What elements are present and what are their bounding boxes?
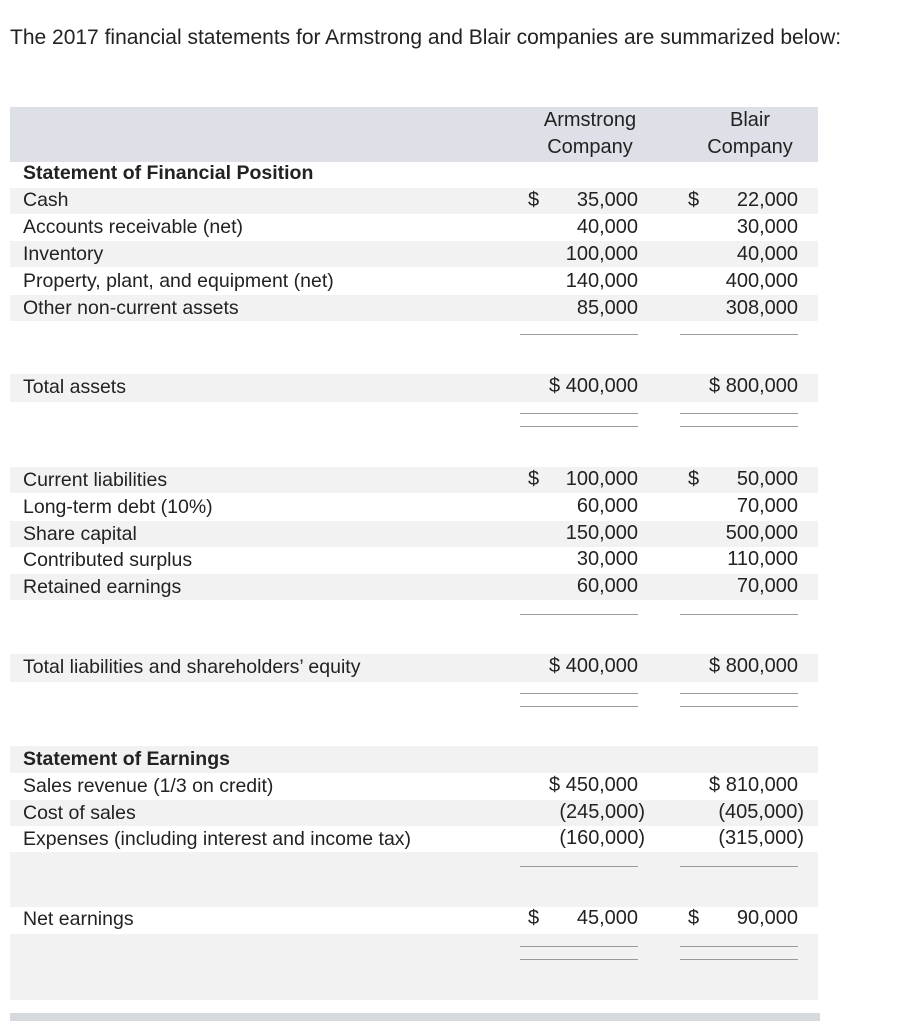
row-label-retained-earnings: Retained earnings bbox=[23, 576, 182, 598]
row-label-net-earnings: Net earnings bbox=[23, 908, 134, 930]
long-term-debt-armstrong: 60,000 bbox=[576, 495, 638, 517]
cash-blair: 22,000 bbox=[736, 189, 798, 211]
row-label-current-liabilities: Current liabilities bbox=[23, 469, 168, 491]
cash-armstrong: 35,000 bbox=[576, 189, 638, 211]
subtotal-rule bbox=[520, 334, 638, 335]
double-rule-top bbox=[520, 946, 638, 947]
row-band bbox=[10, 934, 818, 1000]
double-rule-top bbox=[680, 413, 798, 414]
section-title-earnings: Statement of Earnings bbox=[23, 748, 230, 770]
other-assets-blair: 308,000 bbox=[725, 297, 798, 319]
row-label-receivables: Accounts receivable (net) bbox=[23, 216, 244, 238]
double-rule-top bbox=[520, 693, 638, 694]
row-label-other-assets: Other non-current assets bbox=[23, 297, 239, 319]
sales-revenue-armstrong: $ 450,000 bbox=[549, 774, 638, 796]
row-label-long-term-debt: Long-term debt (10%) bbox=[23, 496, 213, 518]
double-rule-bottom bbox=[680, 706, 798, 707]
row-label-expenses: Expenses (including interest and income tax) bbox=[23, 828, 412, 850]
row-label-cash: Cash bbox=[23, 189, 69, 211]
total-assets-blair: $ 800,000 bbox=[709, 375, 798, 397]
total-liabilities-armstrong: $ 400,000 bbox=[549, 655, 638, 677]
row-label-ppe: Property, plant, and equipment (net) bbox=[23, 270, 334, 292]
double-rule-top bbox=[680, 693, 798, 694]
current-liabilities-blair: 50,000 bbox=[736, 468, 798, 490]
dollar-sign-armstrong: $ bbox=[528, 189, 540, 211]
subtotal-rule bbox=[520, 614, 638, 615]
receivables-armstrong: 40,000 bbox=[576, 216, 638, 238]
blair-header bbox=[680, 107, 820, 161]
double-rule-bottom bbox=[680, 426, 798, 427]
contributed-surplus-armstrong: 30,000 bbox=[576, 548, 638, 570]
total-assets-armstrong: $ 400,000 bbox=[549, 375, 638, 397]
blair-header-line1: Blair bbox=[729, 109, 770, 131]
double-rule-bottom bbox=[520, 706, 638, 707]
dollar-sign-blair: $ bbox=[688, 907, 700, 929]
row-label-total-assets: Total assets bbox=[23, 376, 126, 398]
inventory-armstrong: 100,000 bbox=[565, 243, 638, 265]
section-title-financial-position: Statement of Financial Position bbox=[23, 162, 314, 184]
subtotal-rule bbox=[680, 866, 798, 867]
cost-of-sales-armstrong: (245,000) bbox=[559, 801, 645, 823]
armstrong-header-line1: Armstrong bbox=[543, 109, 637, 131]
total-liabilities-blair: $ 800,000 bbox=[709, 655, 798, 677]
double-rule-top bbox=[520, 413, 638, 414]
row-band bbox=[10, 852, 818, 907]
inventory-blair: 40,000 bbox=[736, 243, 798, 265]
double-rule-bottom bbox=[680, 959, 798, 960]
row-band bbox=[10, 374, 818, 402]
row-band bbox=[10, 241, 818, 267]
other-assets-armstrong: 85,000 bbox=[576, 297, 638, 319]
current-liabilities-armstrong: 100,000 bbox=[565, 468, 638, 490]
cost-of-sales-blair: (405,000) bbox=[718, 801, 804, 823]
double-rule-bottom bbox=[520, 959, 638, 960]
dollar-sign-blair: $ bbox=[688, 189, 700, 211]
blair-header-line2: Company bbox=[707, 136, 793, 158]
dollar-sign-blair: $ bbox=[688, 468, 700, 490]
subtotal-rule bbox=[680, 614, 798, 615]
long-term-debt-blair: 70,000 bbox=[736, 495, 798, 517]
share-capital-armstrong: 150,000 bbox=[565, 522, 638, 544]
table-bottom-bar bbox=[10, 1013, 820, 1021]
armstrong-header bbox=[520, 107, 660, 161]
ppe-blair: 400,000 bbox=[725, 270, 798, 292]
ppe-armstrong: 140,000 bbox=[565, 270, 638, 292]
sales-revenue-blair: $ 810,000 bbox=[709, 774, 798, 796]
row-label-contributed-surplus: Contributed surplus bbox=[23, 549, 193, 571]
net-earnings-blair: 90,000 bbox=[736, 907, 798, 929]
subtotal-rule bbox=[680, 334, 798, 335]
net-earnings-armstrong: 45,000 bbox=[576, 907, 638, 929]
dollar-sign-armstrong: $ bbox=[528, 907, 540, 929]
armstrong-header-line2: Company bbox=[547, 136, 633, 158]
dollar-sign-armstrong: $ bbox=[528, 468, 540, 490]
row-label-share-capital: Share capital bbox=[23, 523, 137, 545]
row-label-cost-of-sales: Cost of sales bbox=[23, 802, 136, 824]
subtotal-rule bbox=[520, 866, 638, 867]
expenses-armstrong: (160,000) bbox=[559, 827, 645, 849]
row-label-sales-revenue: Sales revenue (1/3 on credit) bbox=[23, 775, 274, 797]
receivables-blair: 30,000 bbox=[736, 216, 798, 238]
double-rule-bottom bbox=[520, 426, 638, 427]
retained-earnings-blair: 70,000 bbox=[736, 575, 798, 597]
expenses-blair: (315,000) bbox=[718, 827, 804, 849]
double-rule-top bbox=[680, 946, 798, 947]
intro-text: The 2017 financial statements for Armstrong and Blair companies are summarized below: bbox=[10, 26, 842, 49]
contributed-surplus-blair: 110,000 bbox=[727, 548, 798, 570]
retained-earnings-armstrong: 60,000 bbox=[576, 575, 638, 597]
row-label-inventory: Inventory bbox=[23, 243, 104, 265]
row-label-total-liabilities-equity: Total liabilities and shareholders’ equity bbox=[23, 656, 361, 678]
share-capital-blair: 500,000 bbox=[725, 522, 798, 544]
